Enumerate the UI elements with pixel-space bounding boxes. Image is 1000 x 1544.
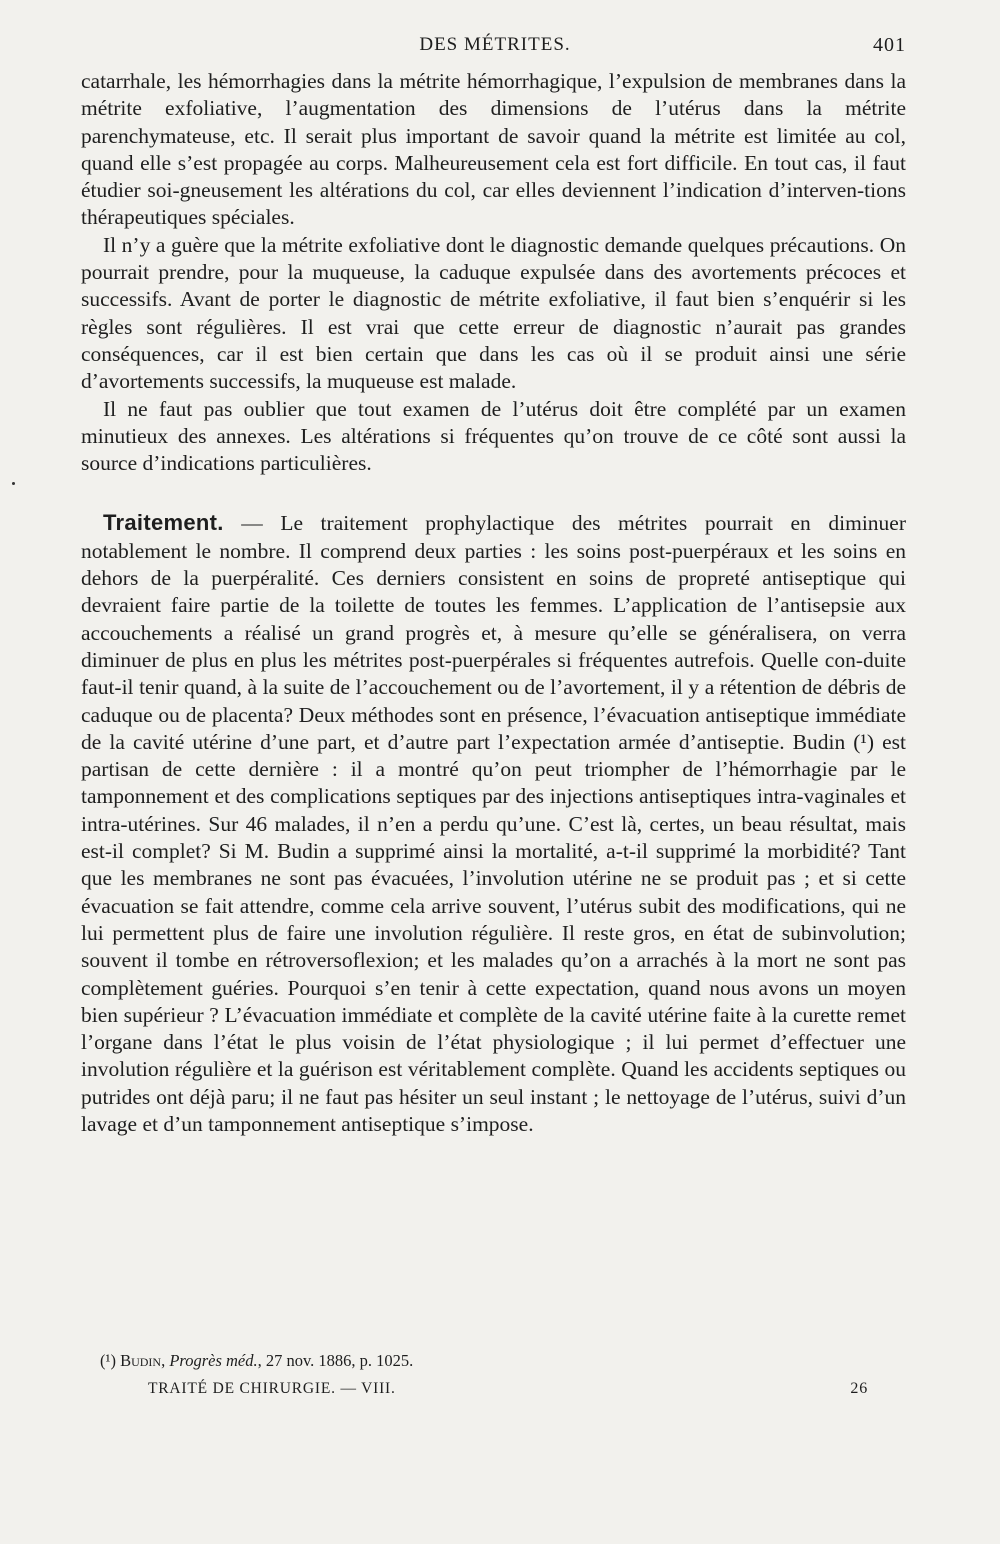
paragraph: Il ne faut pas oublier que tout examen de l’utérus doit être complété par un examen minutieux des annexes. Les altérations si fréquentes qu’on trouve de ce côté sont aussi la source d’indications particulières. [81, 396, 906, 476]
footnote-reference: , 27 nov. 1886, p. 1025. [257, 1351, 414, 1370]
section-text: — Le traitement prophylactique des métrites pourrait en diminuer notablement le nombre. Il comprend deux parties : les soins post-puerpéraux et les soins en dehors de la puerpéralité. Ces derniers consistent en soins de propreté antiseptique qui devraient faire partie de la toilette de toutes les femmes. L’application de l’antisepsie aux accouchements a réalisé un grand progrès et, à mesure qu’elle se généralisera, on verra diminuer de plus en plus les métrites post-puerpérales si fréquentes autrefois. Quelle con-duite faut-il tenir quand, à la suite de l’accouchement ou de l’avortement, il y a rétention de débris de caduque ou de placenta? Deux méthodes sont en présence, l’évacuation antiseptique immédiate de la cavité utérine d’une part, et d’autre part l’expectation armée d’antiseptie. Budin (¹) est partisan de cette dernière : il a montré qu’on peut triompher de l’hémorrhagie par le tamponnement et des complications septiques par des injections antiseptiques intra-vaginales et intra-utérines. Sur 46 malades, il n’en a perdu qu’une. C’est là, certes, un beau résultat, mais est-il complet? Si M. Budin a supprimé ainsi la mortalité, a-t-il supprimé la morbidité? Tant que les membranes ne sont pas évacuées, l’involution utérine ne se produit pas ; et si cette évacuation se fait attendre, comme cela arrive souvent, l’utérus subit des modifications, qui ne lui permettent plus de faire une involution régulière. Il reste gros, en état de subinvolution; souvent il tombe en rétroversoflexion; et les malades qu’on a arrachés à la mort ne sont pas complètement guéries. Pourquoi s’en tenir à cette expectation, quand nous avons un moyen bien supérieur ? L’évacuation immédiate et complète de la cavité utérine faite à la curette remet l’organe dans l’état le plus voisin de l’état physiologique ; il lui permet d’effectuer une involution régulière et la guérison est véritablement complète. Quand les accidents septiques ou putrides ont déjà paru; il ne faut pas hésiter un seul instant ; le nettoyage de l’utérus, suivi d’un lavage et d’un tamponnement antiseptique s’impose. [81, 511, 906, 1136]
paragraph: Il n’y a guère que la métrite exfoliative dont le diagnostic demande quelques précautions. On pourrait prendre, pour la muqueuse, la caduque expulsée dans des avortements précoces et successifs. Avant de porter le diagnostic de métrite exfoliative, il faut bien s’enquérir si les règles sont régulières. Il est vrai que cette erreur de diagnostic n’aurait pas grandes conséquences, car il est bien certain que dans les cas où il se produit ainsi une série d’avortements successifs, la muqueuse est malade. [81, 232, 906, 394]
signature-sheet: 26 [850, 1380, 868, 1397]
section-paragraph [81, 509, 906, 1138]
footnote-separator: , [161, 1351, 170, 1370]
footnote-journal: Progrès méd. [169, 1351, 258, 1370]
page-number: 401 [873, 34, 906, 56]
stray-ink-dot [12, 482, 15, 485]
footnote-author: Budin [120, 1351, 162, 1370]
running-title: DES MÉTRITES. [419, 34, 571, 55]
body-text [81, 68, 906, 1138]
printer-signature [148, 1380, 868, 1404]
signature-book: TRAITÉ DE CHIRURGIE. — VIII. [148, 1380, 396, 1397]
running-head [84, 34, 906, 62]
section-title: Traitement. [103, 510, 224, 536]
footnote [100, 1350, 900, 1372]
footnote-marker: (¹) [100, 1351, 121, 1370]
paragraph: catarrhale, les hémorrhagies dans la métrite hémorrhagique, l’expulsion de membranes dans la métrite exfoliative, l’augmentation des dimensions de l’utérus dans la métrite parenchymateuse, etc. Il serait plus important de savoir quand la métrite est limitée au col, quand elle s’est propagée au corps. Malheureusement cela est fort difficile. En tout cas, il faut étudier soi-gneusement les altérations du col, car elles deviennent l’indication d’interven-tions thérapeutiques spéciales. [81, 69, 906, 230]
